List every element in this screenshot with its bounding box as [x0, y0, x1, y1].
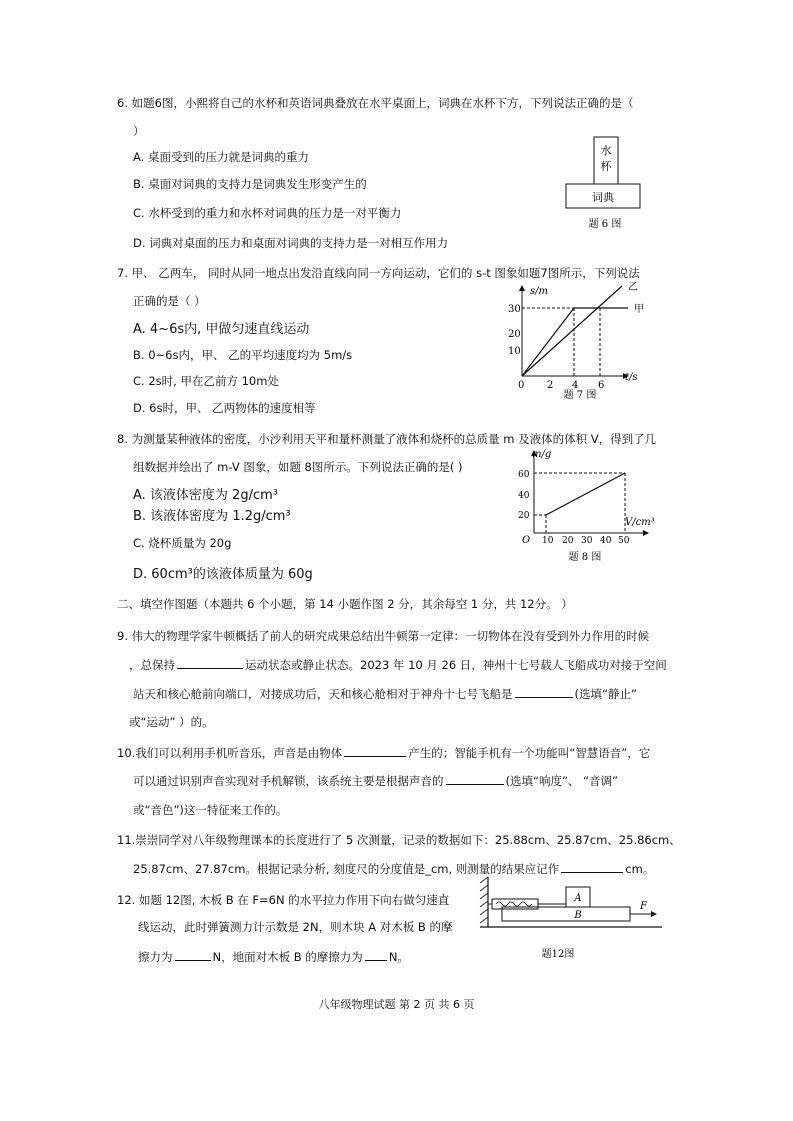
q6-figure: [560, 132, 650, 232]
q12-line3a: 擦力为: [138, 950, 173, 964]
q9-line3a: 站天和核心舱前向端口，对接成功后，天和核心舱相对于神舟十七号飞船是: [133, 687, 513, 701]
q7-line-jia-rise: [522, 308, 574, 376]
q8-line: [546, 473, 625, 515]
q10-line2b: (选填“响度”、 “音调”: [505, 774, 618, 788]
q8-ylabel: m/g: [532, 449, 552, 460]
q9-line1: 9. 伟大的物理学家牛顿概括了前人的研究成果总结出牛顿第一定律：一切物体在没有受到外力作用的时候: [117, 629, 650, 643]
q6-option-c: C. 水杯受到的重力和水杯对词典的压力是一对平衡力: [133, 206, 402, 220]
q12-line1: 12. 如题 12图, 木板 B 在 F=6N 的水平拉力作用下向右做匀速直: [117, 893, 450, 907]
q9-blank1[interactable]: [177, 656, 243, 669]
q8-origin: O: [522, 535, 531, 546]
q8-option-c: C. 烧杯质量为 20g: [133, 536, 232, 550]
q8-option-a: A. 该液体密度为 2g/cm³: [133, 488, 278, 503]
q7-figure: [500, 280, 660, 402]
q7-stem-line2: 正确的是（ ）: [133, 294, 206, 308]
q8-xlabel: V/cm³: [625, 517, 655, 528]
q7-ytick-10: 10: [508, 346, 521, 357]
q8-stem-line1: 8. 为测量某种液体的密度，小沙利用天平和量杯测量了液体和烧杯的总质量 m 及液体的体积 V，得到了几: [117, 432, 657, 446]
q10-line2: [133, 772, 618, 789]
q7-option-b: B. 0~6s内，甲、 乙的平均速度均为 5m/s: [133, 348, 353, 362]
page-footer: 八年级物理试题 第 2 页 共 6 页: [318, 998, 475, 1011]
q6-stem: 6. 如题6图，小熙将自己的水杯和英语词典叠放在水平桌面上，词典在水杯下方，下列说法正确的是（: [117, 96, 634, 110]
q8-caption: 题 8 图: [568, 552, 602, 563]
q11-line2a: 25.87cm、27.87cm。根据记录分析, 刻度尺的分度值是_cm, 则测量的结果应记作: [133, 862, 560, 876]
q6-stem-end: ）: [133, 124, 145, 138]
q8-xtick-50: 50: [618, 536, 630, 546]
q12-line3c: N。: [388, 950, 409, 964]
q7-label-yi: 乙: [628, 282, 638, 293]
q12-blank2[interactable]: [365, 948, 387, 961]
q8-xtick-10: 10: [542, 536, 554, 546]
q7-origin: 0: [518, 380, 525, 391]
q7-ylabel: s/m: [530, 286, 548, 297]
q7-xtick-6: 6: [598, 380, 605, 391]
q6-book-label: 词典: [592, 191, 614, 204]
q8-xtick-40: 40: [600, 536, 612, 546]
q8-stem-line2: 组数据并绘出了 m-V 图象，如题 8图所示。下列说法正确的是( ): [133, 460, 463, 474]
q9-line2: [129, 656, 667, 673]
q10-line2a: 可以通过识别声音实现对手机解锁，该系统主要是根据声音的: [133, 774, 444, 788]
q7-xtick-2: 2: [547, 380, 554, 391]
q8-xtick-20: 20: [562, 536, 574, 546]
q7-label-jia: 甲: [634, 304, 644, 315]
q10-blank1[interactable]: [344, 744, 406, 757]
q7-xlabel: t/s: [625, 372, 638, 383]
q10-line1: [117, 744, 650, 761]
q8-option-b: B. 该液体密度为 1.2g/cm³: [133, 509, 291, 524]
q7-ytick-20: 20: [508, 329, 521, 340]
q8-ytick-40: 40: [518, 491, 530, 501]
q10-line1a: 10.我们可以利用手机听音乐，声音是由物体: [117, 746, 343, 760]
q6-cup-char1: 水: [600, 144, 612, 157]
q7-ytick-30: 30: [508, 304, 521, 315]
q11-line1: 11.崇崇同学对八年级物理课本的长度进行了 5 次测量，记录的数据如下：25.88cm、25.87cm、25.86cm、: [117, 833, 681, 847]
q6-cup-char2: 杯: [600, 160, 612, 173]
q7-xtick-4: 4: [572, 380, 579, 391]
q12-label-b: B: [574, 910, 582, 921]
q7-option-c: C. 2s时, 甲在乙前方 10m处: [133, 374, 279, 388]
q12-line2: 线运动，此时弹簧测力计示数是 2N，则木块 A 对木板 B 的摩: [138, 920, 453, 934]
q6-option-a: A. 桌面受到的压力就是词典的重力: [133, 150, 309, 164]
q8-figure: [510, 445, 660, 567]
q9-line3: [133, 685, 637, 702]
q12-label-f: F: [640, 901, 647, 912]
q8-option-d: D. 60cm³的该液体质量为 60g: [133, 567, 313, 582]
q7-line-yi: [522, 286, 622, 376]
q7-option-d: D. 6s时，甲、 乙两物体的速度相等: [133, 401, 316, 415]
q10-line1b: 产生的；智能手机有一个功能叫“智慧语音”，它: [408, 746, 651, 760]
q8-ytick-60: 60: [518, 470, 530, 480]
q12-label-a: A: [574, 893, 582, 904]
q9-blank2[interactable]: [515, 685, 573, 698]
q12-blank1[interactable]: [175, 948, 211, 961]
q10-line3: 或“音色”)这一特征来工作的。: [133, 803, 288, 817]
q9-line2a: ，总保持: [129, 658, 175, 672]
q8-xtick-30: 30: [581, 536, 593, 546]
q12-caption: 题12图: [541, 949, 575, 960]
q6-caption: 题 6 图: [588, 219, 622, 230]
q11-line2b: cm。: [625, 862, 655, 876]
q9-line4: 或“运动” ）的。: [129, 715, 214, 729]
q12-figure: [478, 875, 663, 965]
q12-line3b: N，地面对木板 B 的摩擦力为: [212, 950, 363, 964]
q10-blank2[interactable]: [446, 772, 504, 785]
q9-line3b: (选填“静止”: [574, 687, 637, 701]
section2-title: 二、填空作图题（本题共 6 个小题，第 14 小题作图 2 分，其余每空 1 分，共 12分。 ）: [117, 597, 573, 611]
q11-blank[interactable]: [561, 860, 623, 873]
q6-option-d: D. 词典对桌面的压力和桌面对词典的支持力是一对相互作用力: [133, 236, 449, 250]
q12-line3: [138, 948, 409, 965]
q7-stem-line1: 7. 甲、 乙两车， 同时从同一地点出发沿直线向同一方向运动，它们的 s-t 图象如题7图所示，下列说法: [117, 266, 640, 280]
q7-caption: 题 7 图: [563, 390, 597, 401]
q7-option-a: A. 4~6s内, 甲做匀速直线运动: [133, 322, 310, 337]
q6-option-b: B. 桌面对词典的支持力是词典发生形变产生的: [133, 177, 367, 191]
q9-line2b: 运动状态或静止状态。2023 年 10 月 26 日，神州十七号载人飞船成功对接于空间: [245, 658, 667, 672]
q8-ytick-20: 20: [518, 511, 530, 521]
